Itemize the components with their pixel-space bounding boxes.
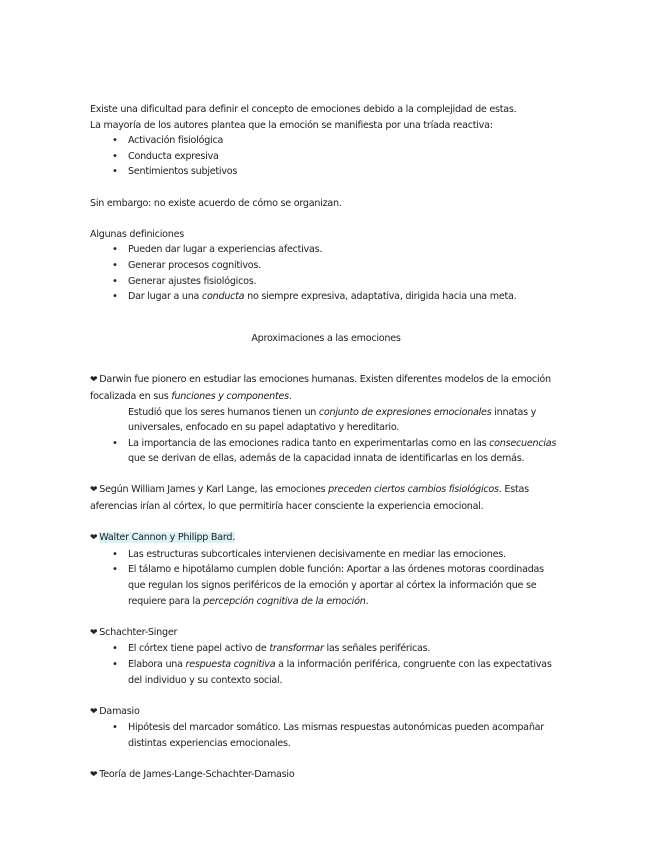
text-run: innatas y universales, enfocado en su papel adaptativo y hereditario. [128, 406, 537, 434]
heart-icon: ❤ [90, 375, 98, 386]
list-item: • Activación fisiológica [90, 133, 562, 149]
emphasis-text: conducta [202, 291, 245, 303]
james-paragraph [90, 482, 562, 514]
list-item [90, 436, 562, 467]
list-item: • Pueden dar lugar a experiencias afectivas. [90, 242, 562, 258]
text-run: Elabora una [128, 659, 186, 670]
list-item [90, 641, 562, 657]
text-run: La importancia de las emociones radica tanto en experimentarlas como en las [128, 437, 490, 449]
definiciones-list [90, 242, 562, 304]
document-body [90, 102, 562, 784]
heart-icon: ❤ [90, 770, 98, 781]
emphasis-text: conjunto de expresiones emocionales [318, 406, 492, 418]
text-run: . Estas aferencias irían al córtex, lo que permitiría hacer consciente la experiencia emocional. [90, 484, 529, 513]
emphasis-text: funciones y componentes [171, 390, 289, 402]
text-run: Según William James y Karl Lange, las emociones [99, 484, 329, 496]
section-title: Aproximaciones a las emociones [251, 332, 401, 344]
heart-icon: ❤ [90, 706, 98, 717]
intro-line-1: Existe una dificultad para definir el concepto de emociones debido a la complejidad de estas. [90, 104, 517, 115]
text-run: . [288, 390, 292, 402]
list-item: • Hipótesis del marcador somático. Las mismas respuestas autonómicas pueden acompañar distintas experiencias emocionales. [90, 720, 562, 751]
list-item [90, 657, 562, 688]
heart-icon: ❤ [90, 627, 98, 638]
list-item: • Generar ajustes fisiológicos. [90, 274, 562, 290]
darwin-subparagraph [90, 405, 562, 436]
emphasis-text: preceden ciertos cambios fisiológicos [328, 484, 499, 496]
list-item [90, 289, 562, 305]
text-run: Darwin fue pionero en estudiar las emociones humanas. Existen diferentes modelos de la emoción focalizada en sus [90, 374, 551, 402]
text-run: a la información periférica, congruente con las expectativas del individuo y su contexto social. [128, 659, 552, 686]
text-run: El córtex tiene papel activo de [128, 643, 270, 655]
list-item: • Sentimientos subjetivos [90, 164, 562, 180]
text-run: El tálamo e hipotálamo cumplen doble función: Aportar a las órdenes motoras coordinadas que regulan los signos periféricos de la emoción y aportar al córtex la información que se requiere para la [128, 564, 544, 607]
text-run: que se derivan de ellas, además de la capacidad innata de identificarlas en los demás. [128, 453, 525, 465]
triad-list [90, 133, 562, 180]
sin-embargo-text: Sin embargo: no existe acuerdo de cómo se organizan. [90, 197, 342, 209]
intro-line-2: La mayoría de los autores plantea que la emoción se manifiesta por una tríada reactiva: [90, 119, 493, 131]
list-item: • Conducta expresiva [90, 149, 562, 165]
heading-text: Teoría de James-Lange-Schachter-Damasio [99, 769, 295, 781]
emphasis-text: respuesta cognitiva [185, 659, 276, 670]
text-run: . [365, 595, 369, 607]
damasio-heading [90, 704, 562, 721]
cannon-list [90, 547, 562, 609]
emphasis-text: transformar [269, 643, 324, 655]
darwin-list [90, 436, 562, 467]
text-run: Estudió que los seres humanos tienen un [128, 406, 319, 418]
highlighted-title: Walter Cannon y Philipp Bard. [99, 532, 236, 544]
list-item: • Las estructuras subcorticales intervienen decisivamente en mediar las emociones. [90, 547, 562, 563]
heart-icon: ❤ [90, 485, 98, 496]
list-item [90, 562, 562, 609]
heading-text: Schachter-Singer [99, 626, 178, 638]
text-run: las señales periféricas. [323, 643, 431, 655]
heading-text: Damasio [99, 705, 140, 717]
definiciones-heading: Algunas definiciones [90, 228, 184, 240]
cannon-heading [90, 530, 562, 547]
emphasis-text: consecuencias [489, 437, 557, 449]
heart-icon: ❤ [90, 533, 98, 544]
emphasis-text: percepción cognitiva de la emoción [203, 595, 366, 607]
schachter-heading [90, 625, 562, 642]
damasio-list [90, 720, 562, 751]
list-item: • Generar procesos cognitivos. [90, 258, 562, 274]
text-run: no siempre expresiva, adaptativa, dirigida hacia una meta. [244, 291, 517, 303]
text-run: Dar lugar a una [128, 291, 202, 303]
teoria-heading [90, 767, 562, 784]
darwin-paragraph [90, 372, 562, 404]
schachter-list [90, 641, 562, 688]
